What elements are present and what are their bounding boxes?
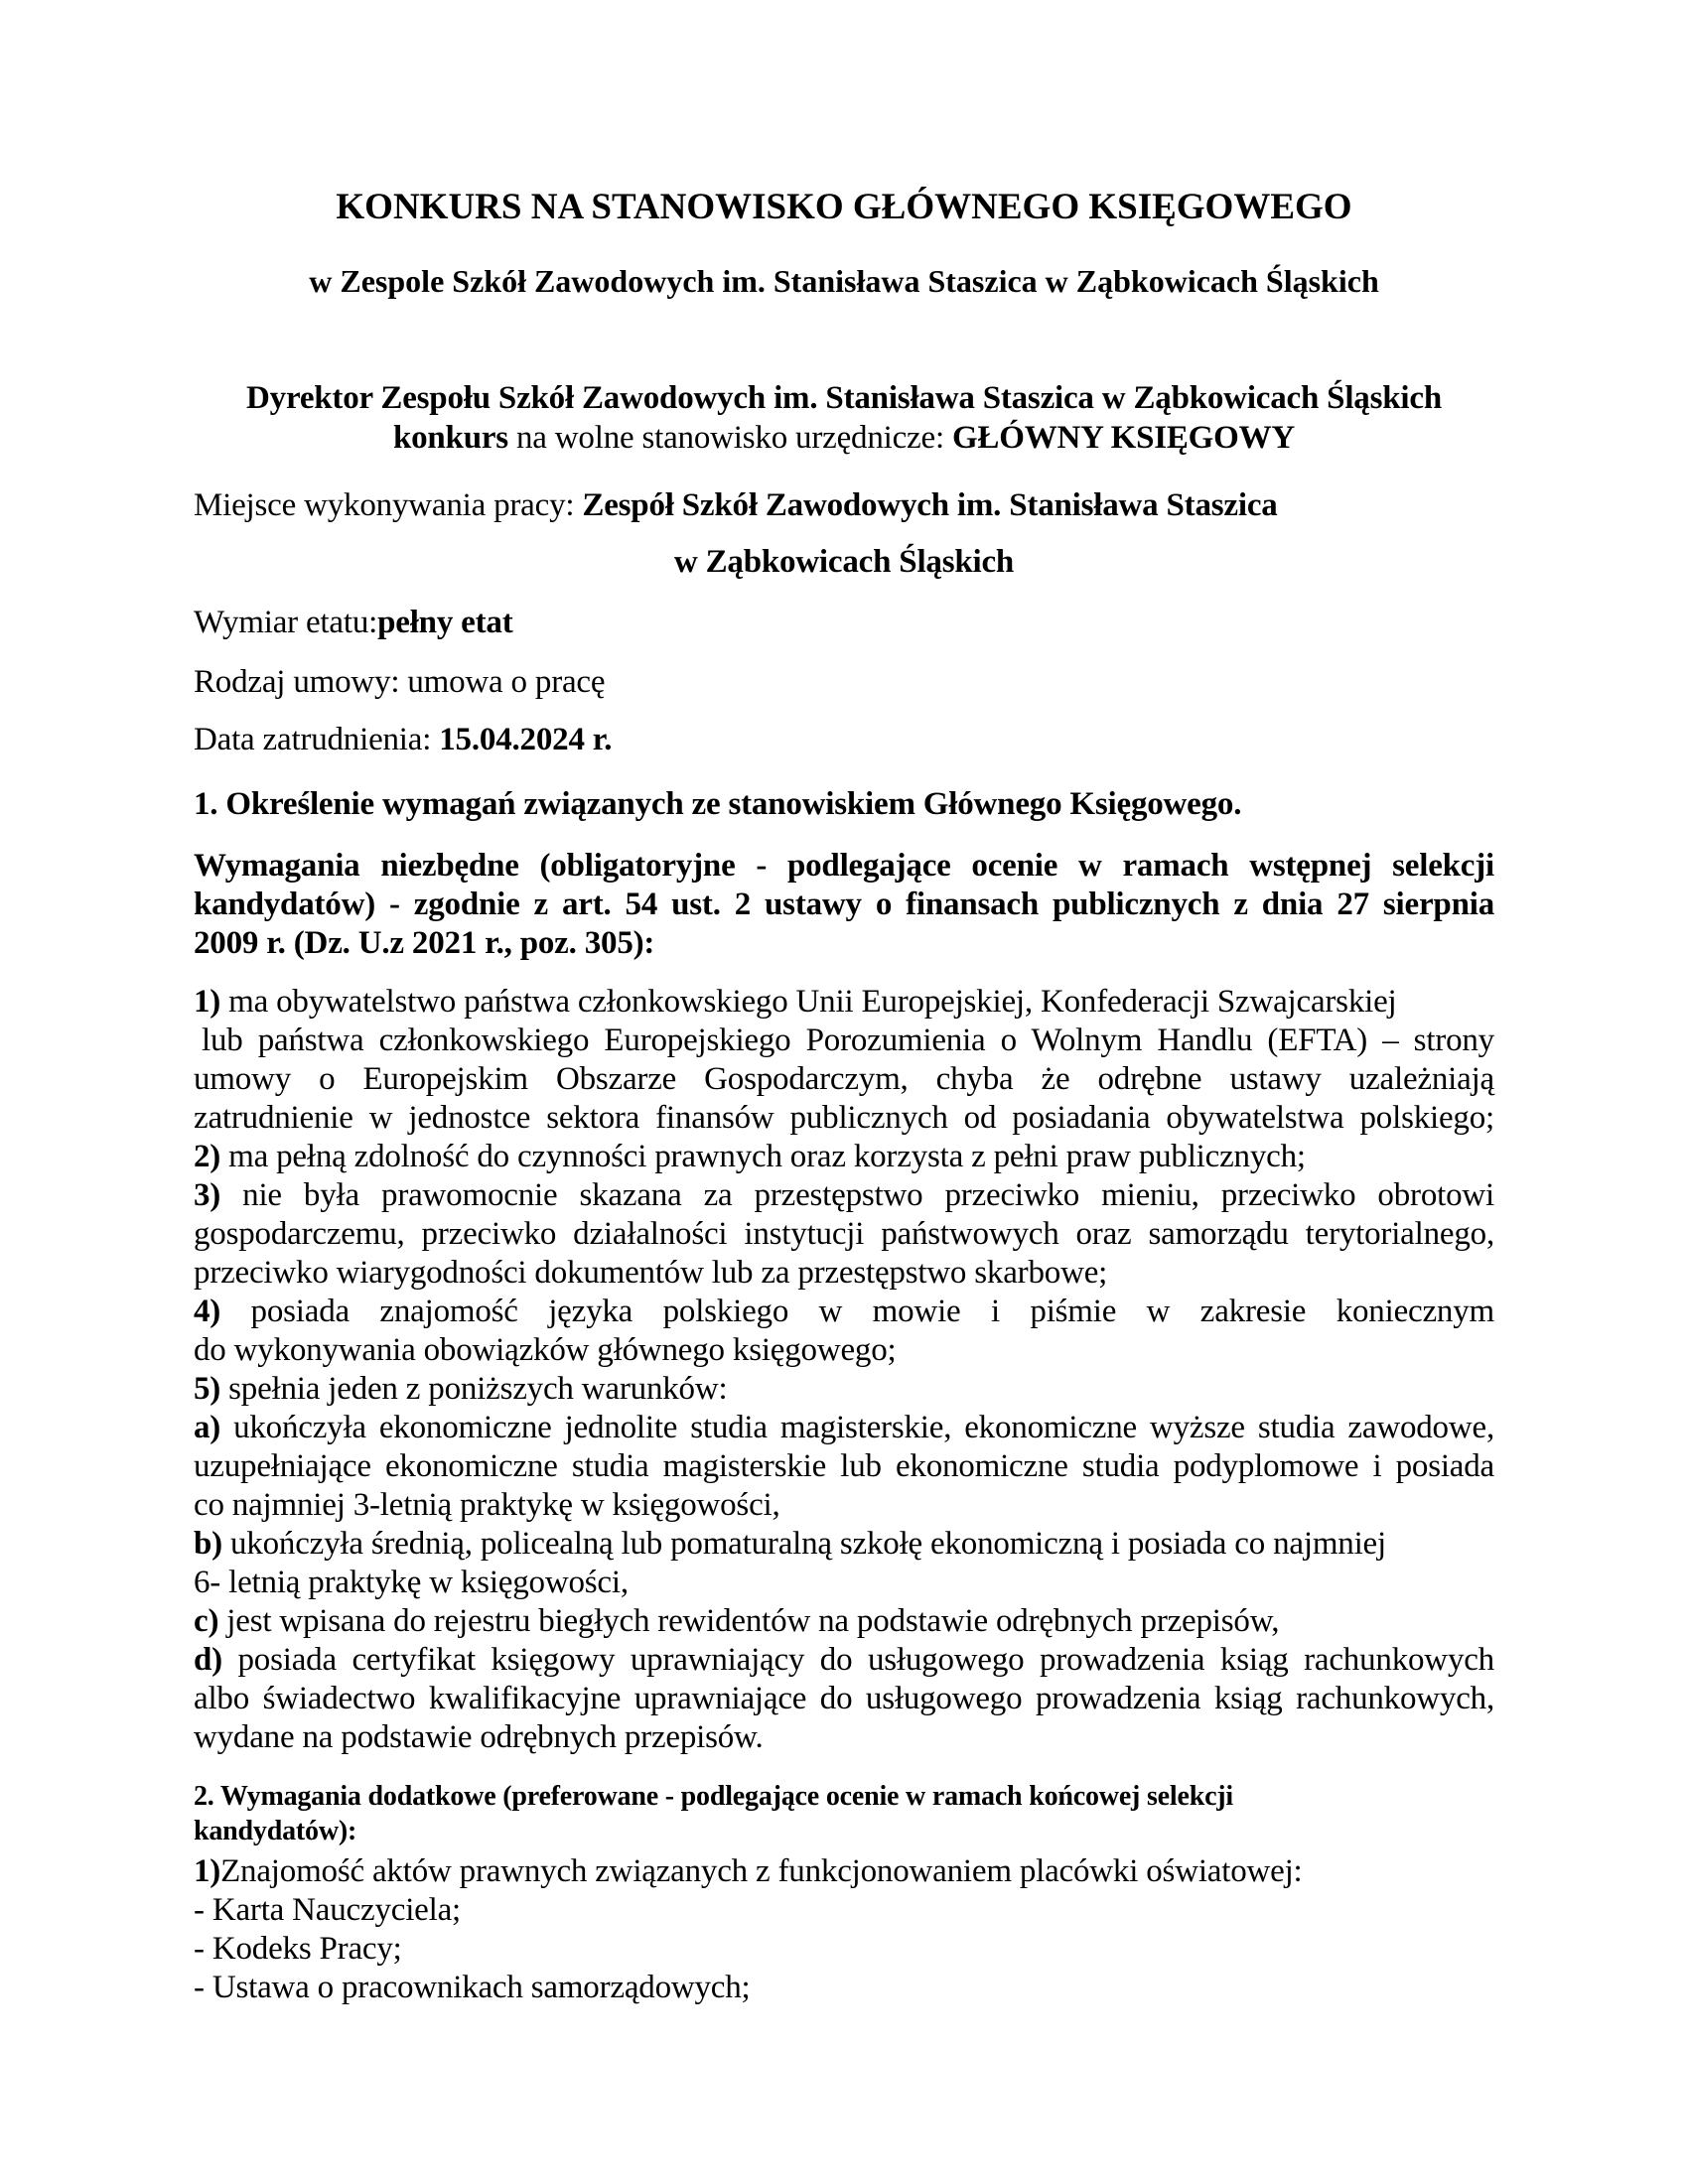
workplace-city-line xyxy=(194,543,1494,582)
text-line xyxy=(194,886,1494,924)
text-run: na wolne stanowisko urzędnicze: xyxy=(507,420,952,456)
bold-text-run: 3) xyxy=(194,1177,221,1213)
text-line xyxy=(194,1718,1494,1757)
contract-type-line xyxy=(194,663,1494,702)
text-line xyxy=(194,1215,1494,1254)
bold-text-run: Dyrektor Zespołu Szkół Zawodowych im. Stanisława Staszica w Ząbkowicach Śląskich xyxy=(246,380,1442,416)
section1-heading xyxy=(194,785,1494,824)
text-line xyxy=(194,1447,1494,1486)
text-line xyxy=(194,983,1494,1022)
text-line xyxy=(194,1176,1494,1215)
text-line xyxy=(194,1852,1494,1891)
bold-text-run: pełny etat xyxy=(377,605,513,640)
bold-text-run: 2) xyxy=(194,1139,221,1174)
text-line xyxy=(194,1641,1494,1680)
text-run: posiada znajomość języka polskiego w mowie i piśmie w zakresie koniecznym xyxy=(220,1294,1494,1329)
text-line xyxy=(194,1680,1494,1718)
text-line xyxy=(194,1969,1494,2007)
text-line xyxy=(194,1293,1494,1331)
text-run: przeciwko wiarygodności dokumentów lub za przestępstwo skarbowe; xyxy=(194,1255,1108,1291)
text-line xyxy=(194,1060,1494,1099)
bold-text-run: 2. Wymagania dodatkowe (preferowane - podlegające ocenie w ramach końcowej selekcji xyxy=(194,1781,1234,1812)
section2-heading xyxy=(194,1779,1494,1848)
text-line xyxy=(194,1525,1494,1564)
bold-text-run: Zespół Szkół Zawodowych im. Stanisława Staszica xyxy=(582,487,1278,523)
text-run: spełnia jeden z poniższych warunków: xyxy=(220,1371,728,1407)
text-line xyxy=(194,1891,1494,1930)
text-line xyxy=(194,1370,1494,1409)
bold-text-run: w Ząbkowicach Śląskich xyxy=(673,544,1015,580)
bold-text-run: d) xyxy=(194,1642,222,1678)
text-run: Wymiar etatu: xyxy=(194,605,378,640)
text-run: - Kodeks Pracy; xyxy=(194,1931,402,1967)
bold-text-run: 2009 r. (Dz. U.z 2021 r., poz. 305): xyxy=(194,925,655,961)
section1-requirements-list xyxy=(194,983,1494,1757)
bold-text-run: c) xyxy=(194,1603,219,1639)
text-run: ma obywatelstwo państwa członkowskiego Unii Europejskiej, Konfederacji Szwajcarskiej xyxy=(220,984,1397,1020)
bold-text-run: konkurs xyxy=(392,420,508,456)
bold-text-run: 15.04.2024 r. xyxy=(439,722,613,757)
document-subtitle: w Zespole Szkół Zawodowych im. Stanisława Staszica w Ząbkowicach Śląskich xyxy=(309,263,1379,299)
text-line xyxy=(194,378,1494,418)
bold-text-run: 1. Określenie wymagań związanych ze stanowiskiem Głównego Księgowego. xyxy=(194,786,1242,822)
text-run: ma pełną zdolność do czynności prawnych oraz korzysta z pełni praw publicznych; xyxy=(220,1139,1306,1174)
section2-items-list xyxy=(194,1852,1494,2007)
text-run: albo świadectwo kwalifikacyjne uprawniające do usługowego prowadzenia ksiąg rachunkowych, xyxy=(194,1681,1494,1716)
text-line xyxy=(194,1099,1494,1138)
bold-text-run: 1) xyxy=(194,984,221,1020)
text-run: posiada certyfikat księgowy uprawniający do usługowego prowadzenia ksiąg rachunkowych xyxy=(221,1642,1494,1678)
text-run: uzupełniające ekonomiczne studia magisterskie lub ekonomiczne studia podyplomowe i posiada xyxy=(194,1448,1494,1484)
text-line xyxy=(194,1138,1494,1176)
workplace-line xyxy=(194,486,1494,525)
bold-text-run: b) xyxy=(194,1526,222,1562)
bold-text-run: 5) xyxy=(194,1371,221,1407)
text-run: Miejsce wykonywania pracy: xyxy=(194,487,583,523)
text-line xyxy=(194,1409,1494,1447)
text-run: wydane na podstawie odrębnych przepisów. xyxy=(194,1719,764,1755)
bold-text-run: 4) xyxy=(194,1294,221,1329)
text-run: umowy o Europejskim Obszarze Gospodarczym, chyba że odrębne ustawy uzależniają xyxy=(194,1061,1494,1097)
text-run: gospodarczemu, przeciwko działalności instytucji państwowych oraz samorządu terytorialnego, xyxy=(194,1216,1494,1252)
bold-text-run: GŁÓWNY KSIĘGOWY xyxy=(951,420,1296,456)
text-line xyxy=(194,1254,1494,1293)
text-run: jest wpisana do rejestru biegłych rewidentów na podstawie odrębnych przepisów, xyxy=(218,1603,1280,1639)
text-line xyxy=(194,785,1494,824)
text-line xyxy=(194,1486,1494,1525)
document-title: KONKURS NA STANOWISKO GŁÓWNEGO KSIĘGOWEGO xyxy=(336,187,1352,227)
text-line xyxy=(194,486,1494,525)
text-line xyxy=(194,1930,1494,1969)
text-run: Data zatrudnienia: xyxy=(194,722,440,757)
text-line xyxy=(194,418,1494,458)
fte-line xyxy=(194,604,1494,642)
text-line xyxy=(194,1564,1494,1602)
text-line xyxy=(194,721,1494,759)
text-line xyxy=(194,1602,1494,1641)
text-line xyxy=(194,543,1494,582)
text-line xyxy=(194,847,1494,886)
text-line xyxy=(194,1814,1494,1848)
text-line xyxy=(194,924,1494,963)
bold-text-run: Wymagania niezbędne (obligatoryjne - podlegające ocenie w ramach wstępnej selekcji xyxy=(194,848,1494,884)
bold-text-run: kandydatów) - zgodnie z art. 54 ust. 2 ustawy o finansach publicznych z dnia 27 sierpnia xyxy=(194,887,1494,922)
text-line xyxy=(194,1779,1494,1814)
text-run: nie była prawomocnie skazana za przestępstwo przeciwko mieniu, przeciwko obrotowi xyxy=(220,1177,1494,1213)
section1-intro-paragraph xyxy=(194,847,1494,963)
text-run: lub państwa członkowskiego Europejskiego Porozumienia o Wolnym Handlu (EFTA) – strony xyxy=(202,1023,1494,1058)
text-run: ukończyła średnią, policealną lub pomaturalną szkołę ekonomiczną i posiada co najmniej xyxy=(221,1526,1386,1562)
bold-text-run: kandydatów): xyxy=(194,1816,357,1846)
text-line xyxy=(194,1331,1494,1370)
text-line xyxy=(194,663,1494,702)
text-run: ukończyła ekonomiczne jednolite studia magisterskie, ekonomiczne wyższe studia zawodowe, xyxy=(220,1410,1494,1445)
text-run: zatrudnienie w jednostce sektora finansów publicznych od posiadania obywatelstwa polskiego; xyxy=(194,1100,1494,1136)
text-run: Znajomość aktów prawnych związanych z funkcjonowaniem placówki oświatowej: xyxy=(220,1853,1303,1889)
text-line xyxy=(194,604,1494,642)
announcement-block xyxy=(194,378,1494,458)
text-run: co najmniej 3-letnią praktykę w księgowości, xyxy=(194,1487,780,1523)
bold-text-run: a) xyxy=(194,1410,221,1445)
text-line xyxy=(194,1022,1494,1060)
text-run: - Ustawa o pracownikach samorządowych; xyxy=(194,1970,751,2005)
text-run: 6- letnią praktykę w księgowości, xyxy=(194,1565,629,1600)
text-run: - Karta Nauczyciela; xyxy=(194,1892,461,1928)
text-run: Rodzaj umowy: umowa o pracę xyxy=(194,664,606,700)
start-date-line xyxy=(194,721,1494,759)
bold-text-run: 1) xyxy=(194,1853,221,1889)
text-run: do wykonywania obowiązków głównego księgowego; xyxy=(194,1332,897,1368)
